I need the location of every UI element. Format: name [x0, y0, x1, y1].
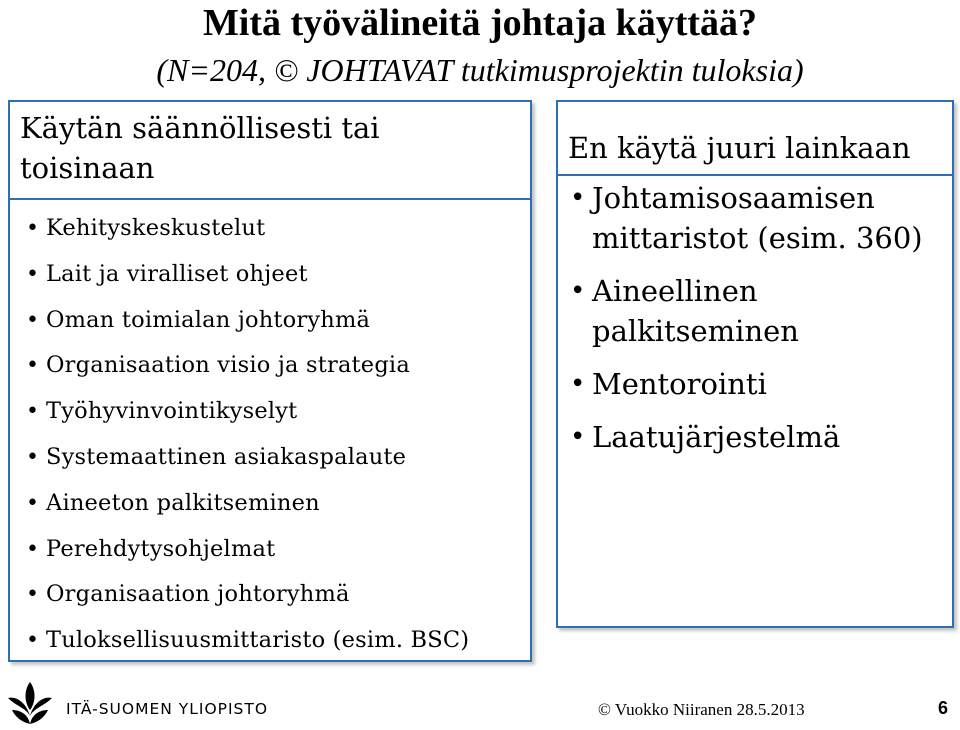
- list-item-label: Työhyvinvointikyselyt: [46, 398, 298, 425]
- list-item-label: Perehdytysohjelmat: [46, 535, 276, 562]
- leaf-logo-icon: [6, 680, 54, 726]
- slide-title: Mitä työvälineitä johtaja käyttää?: [202, 2, 758, 44]
- bullet-icon: •: [26, 399, 40, 425]
- list-item: [26, 252, 530, 298]
- university-logo: [6, 680, 336, 726]
- list-item-label: Organisaation visio ja strategia: [46, 352, 410, 379]
- bullet-icon: •: [26, 490, 40, 516]
- footer-copyright: © Vuokko Niiranen 28.5.2013: [598, 700, 805, 719]
- list-item-label: Aineeton palkitseminen: [46, 489, 320, 516]
- unused-tools-list: [558, 176, 952, 457]
- list-item: [26, 527, 530, 573]
- bullet-icon: •: [26, 582, 40, 608]
- logo-text: ITÄ-SUOMEN YLIOPISTO: [66, 700, 269, 718]
- list-item-label: Tuloksellisuusmittaristo (esim. BSC): [46, 627, 470, 654]
- list-item-label: Aineellinen palkitseminen: [592, 274, 799, 348]
- used-tools-heading: Käytän säännöllisesti tai toisinaan: [10, 102, 530, 200]
- list-item: [26, 481, 530, 527]
- list-item-label: Kehityskeskustelut: [46, 215, 266, 241]
- bullet-icon: •: [26, 307, 40, 333]
- list-item-label: Organisaation johtoryhmä: [46, 581, 350, 608]
- list-item-label: Johtamisosaamisen mittaristot (esim. 360): [592, 181, 923, 255]
- unused-tools-box: [556, 100, 954, 628]
- list-item: [26, 618, 530, 664]
- list-item-label: Lait ja viralliset ohjeet: [46, 260, 308, 287]
- bullet-icon: •: [570, 369, 586, 399]
- bullet-icon: •: [26, 628, 40, 654]
- bullet-icon: •: [570, 276, 586, 306]
- bullet-icon: •: [26, 216, 40, 241]
- list-item-label: Systemaattinen asiakaspalaute: [46, 443, 407, 470]
- list-item: [26, 572, 530, 618]
- unused-tools-heading: En käytä juuri lainkaan: [558, 102, 952, 176]
- list-item-label: Mentorointi: [592, 367, 767, 401]
- list-item: [26, 298, 530, 344]
- list-item: [570, 178, 952, 258]
- used-tools-box: [8, 100, 532, 662]
- slide-subtitle: (N=204, © JOHTAVAT tutkimusprojektin tuloksia): [156, 52, 804, 88]
- bullet-icon: •: [570, 183, 586, 213]
- page-number: 6: [937, 698, 948, 718]
- bullet-icon: •: [26, 536, 40, 562]
- bullet-icon: •: [26, 444, 40, 470]
- list-item: [26, 343, 530, 389]
- list-item: [570, 417, 952, 457]
- bullet-icon: •: [570, 422, 586, 452]
- bullet-icon: •: [26, 261, 40, 287]
- used-tools-list: [10, 200, 530, 664]
- list-item: [26, 206, 530, 252]
- list-item: [570, 271, 952, 351]
- list-item-label: Oman toimialan johtoryhmä: [46, 306, 371, 333]
- list-item-label: Laatujärjestelmä: [592, 420, 841, 454]
- list-item: [26, 389, 530, 435]
- list-item: [26, 435, 530, 481]
- list-item: [570, 364, 952, 404]
- bullet-icon: •: [26, 353, 40, 379]
